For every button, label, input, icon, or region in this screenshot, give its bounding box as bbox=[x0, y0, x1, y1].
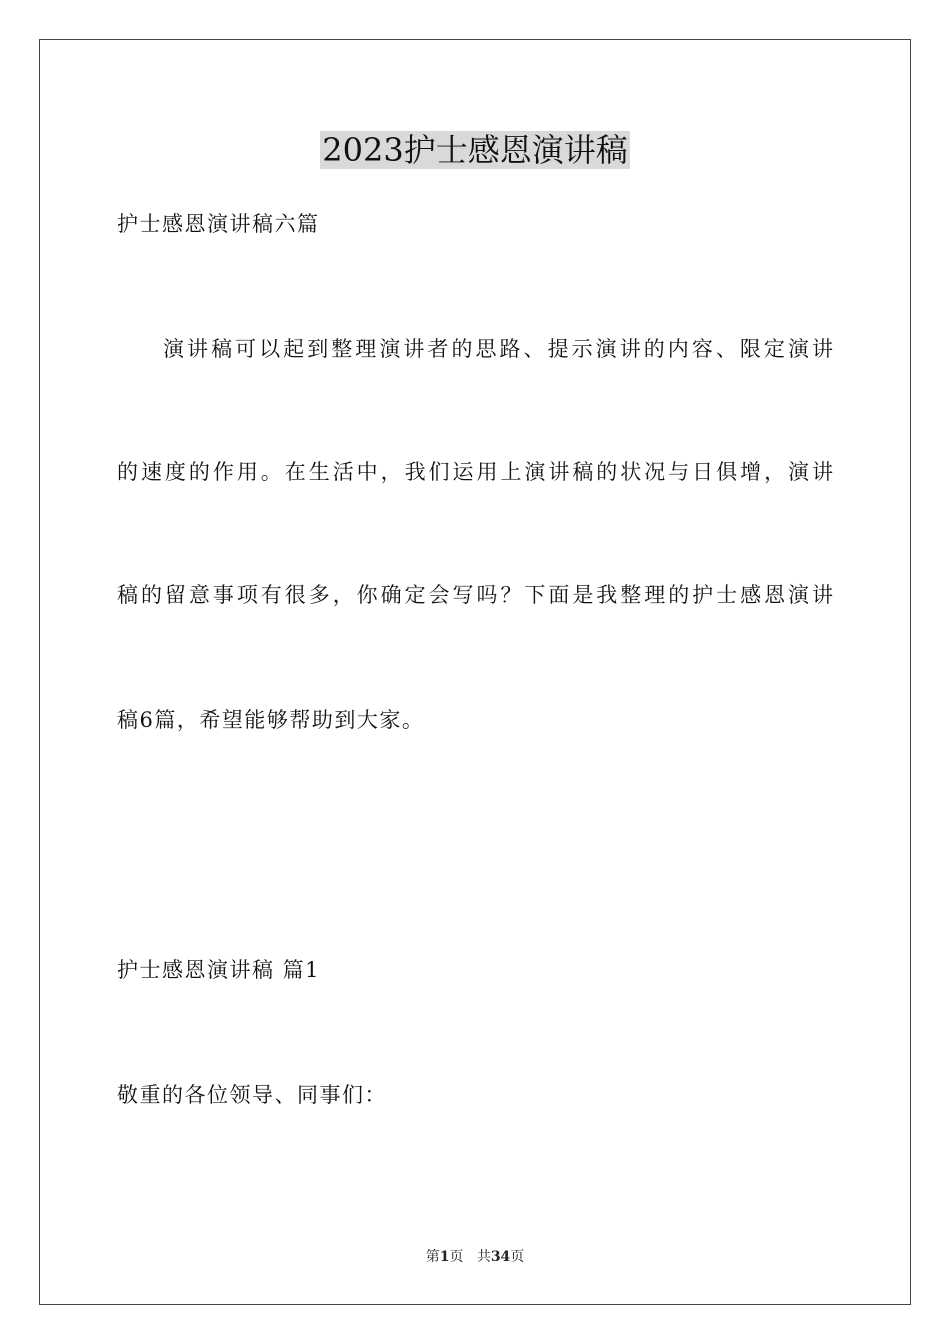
page-footer bbox=[0, 1247, 950, 1267]
intro-line-2: 的速度的作用。在生活中，我们运用上演讲稿的状况与日俱增，演讲 bbox=[117, 460, 833, 484]
total-pages: 34 bbox=[490, 1249, 511, 1265]
document-title bbox=[0, 127, 950, 173]
intro-line-1: 演讲稿可以起到整理演讲者的思路、提示演讲的内容、限定演讲 bbox=[163, 337, 833, 361]
page-prefix: 第 bbox=[425, 1249, 440, 1265]
intro-line-4: 稿6篇，希望能够帮助到大家。 bbox=[117, 708, 425, 732]
section-heading: 护士感恩演讲稿 篇1 bbox=[117, 958, 321, 982]
salutation: 敬重的各位领导、同事们： bbox=[117, 1083, 387, 1107]
document-subtitle: 护士感恩演讲稿六篇 bbox=[117, 212, 320, 236]
page-number: 1 bbox=[439, 1249, 450, 1265]
total-suffix: 页 bbox=[510, 1249, 525, 1265]
intro-line-3: 稿的留意事项有很多，你确定会写吗？下面是我整理的护士感恩演讲 bbox=[117, 583, 833, 607]
page-suffix: 页 bbox=[449, 1249, 464, 1265]
document-title-text: 2023护士感恩演讲稿 bbox=[322, 131, 628, 169]
total-prefix: 共 bbox=[476, 1249, 491, 1265]
